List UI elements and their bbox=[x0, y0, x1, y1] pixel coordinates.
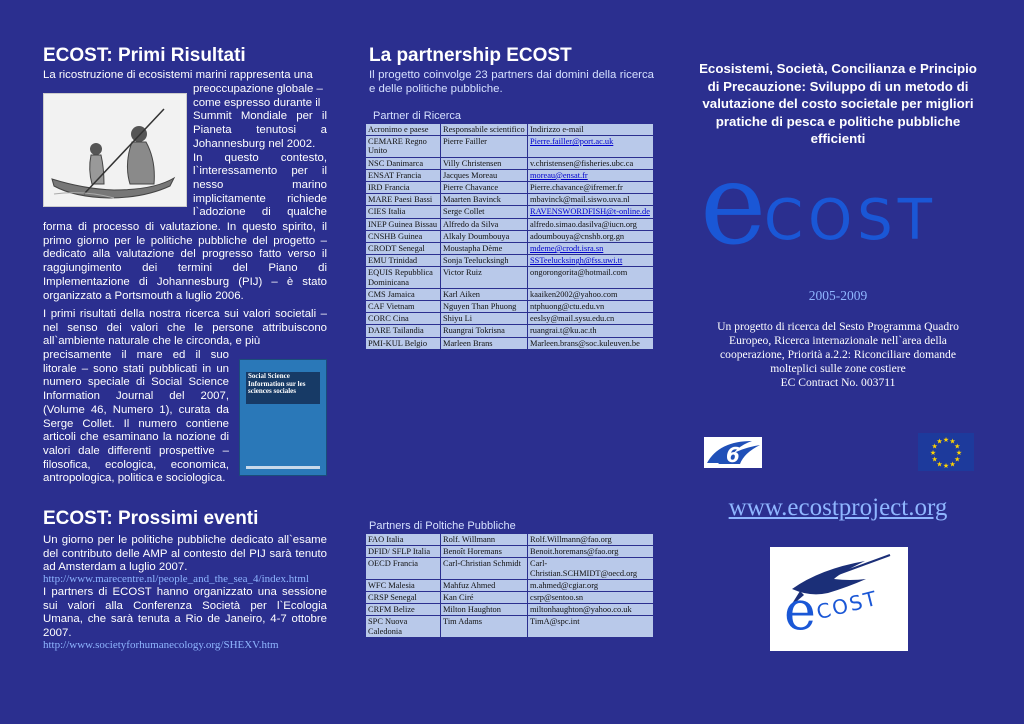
research-partners-heading: Partner di Ricerca bbox=[373, 110, 462, 122]
values-wrap-text bbox=[43, 349, 229, 486]
partner-cell: DARE Tailandia bbox=[366, 325, 441, 337]
wrap-line: preoccupazione globale – bbox=[193, 83, 323, 95]
project-description: Un progetto di ricerca del Sesto Programma Quadro Europeo, Ricerca internazionale nell`area della cooperazione, Priorità a.2.2: Riconciliare domande molteplici sulle zone costiere bbox=[717, 320, 959, 375]
scientist-cell: Alfredo da Silva bbox=[441, 218, 528, 230]
wrap-line: valori dale differenti prospettive – bbox=[43, 444, 229, 457]
table-row bbox=[366, 243, 654, 255]
svg-text:★: ★ bbox=[949, 460, 956, 469]
column-header: Responsabile scientifico bbox=[441, 124, 528, 136]
partner-cell: SPC Nuova Caledonia bbox=[366, 616, 441, 637]
events-paragraph: Un giorno per le politiche pubbliche dedicato all`esame del contributo delle AMP al contesto del PIJ sarà tenuto ad Amsterdam a luglio 2007. bbox=[43, 534, 327, 574]
table-header-row bbox=[366, 124, 654, 136]
partner-cell: DFID/ SFLP Italia bbox=[366, 546, 441, 558]
column-header: Indirizzo e-mail bbox=[528, 124, 654, 136]
email-cell[interactable]: Benoit.horemans@fao.org bbox=[528, 546, 654, 558]
table-row bbox=[366, 136, 654, 157]
policy-partners-heading: Partners di Poltiche Pubbliche bbox=[369, 520, 516, 532]
email-cell[interactable]: ntphuong@ctu.edu.vn bbox=[528, 301, 654, 313]
partner-cell: CIES Italia bbox=[366, 206, 441, 218]
wrap-line: Johannesburg nel 2002. bbox=[193, 137, 316, 150]
partner-cell: EQUIS Repubblica Dominicana bbox=[366, 267, 441, 288]
partner-cell: CEMARE Regno Unito bbox=[366, 136, 441, 157]
wrap-line: articoli che esaminano la nozione di bbox=[43, 431, 229, 444]
table-row bbox=[366, 255, 654, 267]
email-cell[interactable]: SSTeelucksingh@fss.uwi.tt bbox=[528, 255, 654, 267]
results-paragraph: forma di processo di valutazione. In questo spirito, il primo giorno per le politiche pubbliche del progetto – dedicato alla valutazione del progresso fatto verso il raggiungimento dei termini del Piano di Implementazione di Johannesburg (PIJ) – è stato organizzato a Portsmouth a luglio 2006. bbox=[43, 221, 327, 302]
email-cell[interactable]: ruangrai.t@ku.ac.th bbox=[528, 325, 654, 337]
wrap-line: In questo contesto, bbox=[193, 151, 327, 164]
scientist-cell: Kan Ciré bbox=[441, 592, 528, 604]
svg-text:★: ★ bbox=[954, 455, 961, 464]
events-heading: ECOST: Prossimi eventi bbox=[43, 508, 259, 529]
table-row bbox=[366, 206, 654, 218]
email-cell[interactable]: Marleen.brans@soc.kuleuven.be bbox=[528, 337, 654, 349]
table-row bbox=[366, 169, 654, 181]
values-paragraph-top: I primi risultati della nostra ricerca sui valori societali – nel senso dei valori che le persone attribuiscono all`ambiente naturale che le circonda, e più bbox=[43, 308, 327, 348]
logo-cost: COST bbox=[764, 188, 937, 253]
marecentre-link[interactable]: http://www.marecentre.nl/people_and_the_sea_4/index.html bbox=[43, 573, 309, 585]
scientist-cell: Alkaly Doumbouya bbox=[441, 230, 528, 242]
table-row bbox=[366, 182, 654, 194]
svg-text:★: ★ bbox=[954, 442, 961, 451]
journal-cover-title: Social Science Information sur les sciences sociales bbox=[248, 372, 306, 395]
scientist-cell: Moustapha Dème bbox=[441, 243, 528, 255]
email-cell[interactable]: alfredo.simao.dasilva@iucn.org bbox=[528, 218, 654, 230]
partner-cell: CRSP Senegal bbox=[366, 592, 441, 604]
logo-e: e bbox=[700, 140, 767, 270]
wrap-line: Pianeta tenutosi a bbox=[193, 124, 327, 137]
scientist-cell: Rolf. Willmann bbox=[441, 534, 528, 546]
scientist-cell: Milton Haughton bbox=[441, 604, 528, 616]
email-cell[interactable]: moreau@ensat.fr bbox=[528, 169, 654, 181]
eu-stars-icon bbox=[918, 433, 974, 471]
column-header: Acronimo e paese bbox=[366, 124, 441, 136]
scientist-cell: Benoît Horemans bbox=[441, 546, 528, 558]
svg-text:★: ★ bbox=[949, 437, 956, 446]
small-logo-cost: COST bbox=[814, 585, 881, 625]
email-cell[interactable]: Rolf.Willmann@fao.org bbox=[528, 534, 654, 546]
scientist-cell: Tim Adams bbox=[441, 616, 528, 637]
table-row bbox=[366, 604, 654, 616]
table-row bbox=[366, 592, 654, 604]
results-wrap-text bbox=[193, 83, 327, 220]
email-cell[interactable]: Pierre.chavance@ifremer.fr bbox=[528, 182, 654, 194]
scientist-cell: Shiyu Li bbox=[441, 313, 528, 325]
table-row bbox=[366, 157, 654, 169]
email-cell[interactable]: RAVENSWORDFISH@t-online.de bbox=[528, 206, 654, 218]
email-cell[interactable]: TimA@spc.int bbox=[528, 616, 654, 637]
email-cell[interactable]: csrp@sentoo.sn bbox=[528, 592, 654, 604]
scientist-cell: Carl-Christian Schmidt bbox=[441, 558, 528, 579]
wrap-line: Information Journal del 2007, bbox=[43, 390, 229, 403]
wrap-line: Serge Collet. Il numero contiene bbox=[43, 417, 229, 430]
scientist-cell: Mahfuz Ahmed bbox=[441, 579, 528, 591]
email-cell[interactable]: kaaiken2002@yahoo.com bbox=[528, 288, 654, 300]
scientist-cell: Villy Christensen bbox=[441, 157, 528, 169]
email-cell[interactable]: m.ahmed@cgiar.org bbox=[528, 579, 654, 591]
table-row bbox=[366, 534, 654, 546]
wrap-line: nesso marino bbox=[193, 178, 327, 191]
scientist-cell: Maarten Bavinck bbox=[441, 194, 528, 206]
email-cell[interactable]: mdeme@crodt.isra.sn bbox=[528, 243, 654, 255]
wrap-line: (Volume 46, Numero 1), curata da bbox=[43, 403, 229, 416]
ecost-logo bbox=[700, 140, 980, 270]
project-years: 2005-2009 bbox=[808, 288, 868, 303]
partner-cell: ENSAT Francia bbox=[366, 169, 441, 181]
table-row bbox=[366, 230, 654, 242]
table-row bbox=[366, 616, 654, 637]
wrap-line: l`interessamento per il bbox=[193, 165, 327, 178]
partner-cell: CRODT Senegal bbox=[366, 243, 441, 255]
scientist-cell: Victor Ruiz bbox=[441, 267, 528, 288]
partner-cell: CRFM Belize bbox=[366, 604, 441, 616]
partner-cell: FAO Italia bbox=[366, 534, 441, 546]
results-heading: ECOST: Primi Risultati bbox=[43, 45, 246, 66]
partner-cell: CORC Cina bbox=[366, 313, 441, 325]
scientist-cell: Karl Aiken bbox=[441, 288, 528, 300]
ecost-small-logo bbox=[770, 547, 908, 651]
partner-cell: MARE Paesi Bassi bbox=[366, 194, 441, 206]
fp6-logo bbox=[704, 437, 762, 468]
table-row bbox=[366, 558, 654, 579]
svg-text:★: ★ bbox=[942, 462, 950, 470]
table-row bbox=[366, 546, 654, 558]
partner-cell: CNSHB Guinea bbox=[366, 230, 441, 242]
wrap-line: litorale – sono stati pubblicati in un bbox=[43, 362, 229, 375]
svg-text:★: ★ bbox=[931, 442, 938, 451]
policy-partners-table bbox=[365, 533, 654, 638]
scientist-cell: Nguyen Than Phuong bbox=[441, 301, 528, 313]
svg-text:★: ★ bbox=[929, 449, 937, 457]
email-cell[interactable]: miltonhaughton@yahoo.co.uk bbox=[528, 604, 654, 616]
fishermen-photo bbox=[43, 93, 187, 207]
email-cell[interactable]: adoumbouya@cnshb.org.gn bbox=[528, 230, 654, 242]
scientist-cell: Pierre Chavance bbox=[441, 182, 528, 194]
svg-text:★: ★ bbox=[955, 449, 963, 457]
eu-flag bbox=[918, 433, 974, 471]
table-row bbox=[366, 194, 654, 206]
wrap-line: numero speciale di Social Science bbox=[43, 376, 229, 389]
email-cell[interactable]: eeslsy@mail.sysu.edu.cn bbox=[528, 313, 654, 325]
svg-text:★: ★ bbox=[936, 437, 943, 446]
scientist-cell: Jacques Moreau bbox=[441, 169, 528, 181]
contract-number: EC Contract No. 003711 bbox=[780, 376, 896, 389]
project-website-link[interactable]: www.ecostproject.org bbox=[728, 494, 948, 521]
partner-cell: NSC Danimarca bbox=[366, 157, 441, 169]
rio-paragraph: I partners di ECOST hanno organizzato una sessione sui valori alla Conferenza Società per l`Ecologia Umana, che sarà tenuta a Rio de Janeiro, 4-7 ottobre 2007. bbox=[43, 586, 327, 640]
partner-cell: WFC Malesia bbox=[366, 579, 441, 591]
table-row bbox=[366, 337, 654, 349]
scientist-cell: Sonja Teelucksingh bbox=[441, 255, 528, 267]
wrap-line: come espresso durante il bbox=[193, 96, 321, 109]
shex-link[interactable]: http://www.societyforhumanecology.org/SHEXV.htm bbox=[43, 639, 279, 651]
svg-text:★: ★ bbox=[936, 460, 943, 469]
wrap-line: l`adozione di qualche bbox=[193, 206, 327, 219]
wrap-line: filosofica, ecologica, economica, bbox=[43, 458, 229, 471]
fp6-number: 6 bbox=[726, 443, 740, 467]
journal-cover bbox=[239, 359, 327, 476]
partnership-heading: La partnership ECOST bbox=[369, 45, 572, 66]
wrap-line: implicitamente richiede bbox=[193, 192, 327, 205]
scientist-cell: Ruangrai Tokrisna bbox=[441, 325, 528, 337]
partner-cell: EMU Trinidad bbox=[366, 255, 441, 267]
partnership-intro: Il progetto coinvolge 23 partners dai domini della ricerca e delle politiche pubbliche. bbox=[369, 69, 654, 95]
partner-cell: CMS Jamaica bbox=[366, 288, 441, 300]
table-row bbox=[366, 313, 654, 325]
wrap-line: precisamente il mare ed il suo bbox=[43, 349, 229, 361]
fishermen-drawing bbox=[44, 94, 186, 206]
email-cell[interactable]: Carl-Christian.SCHMIDT@oecd.org bbox=[528, 558, 654, 579]
email-cell[interactable]: v.christensen@fisheries.ubc.ca bbox=[528, 157, 654, 169]
partner-cell: PMI-KUL Belgio bbox=[366, 337, 441, 349]
email-cell[interactable]: Pierre.failler@port.ac.uk bbox=[528, 136, 654, 157]
email-cell[interactable]: ongorongorita@hotmail.com bbox=[528, 267, 654, 288]
small-logo-e: e bbox=[784, 579, 816, 642]
results-intro-line: La ricostruzione di ecosistemi marini rappresenta una bbox=[43, 69, 313, 81]
table-row bbox=[366, 579, 654, 591]
scientist-cell: Pierre Failler bbox=[441, 136, 528, 157]
table-row bbox=[366, 301, 654, 313]
table-row bbox=[366, 325, 654, 337]
wrap-line: antropologica, politica e sociologica. bbox=[43, 472, 226, 485]
svg-text:★: ★ bbox=[942, 436, 950, 444]
table-row bbox=[366, 288, 654, 300]
partner-cell: INEP Guinea Bissau bbox=[366, 218, 441, 230]
table-row bbox=[366, 218, 654, 230]
svg-text:★: ★ bbox=[931, 455, 938, 464]
research-partners-table bbox=[365, 123, 654, 350]
partner-cell: IRD Francia bbox=[366, 182, 441, 194]
wrap-line: Summit Mondiale per il bbox=[193, 110, 327, 123]
email-cell[interactable]: mbavinck@mail.siswo.uva.nl bbox=[528, 194, 654, 206]
project-title: Ecosistemi, Società, Concilianza e Principio di Precauzione: Sviluppo di un metodo di valutazione del costo societale per migliori pratiche di pesca e politiche pubbliche efficienti bbox=[699, 61, 977, 146]
scientist-cell: Marleen Brans bbox=[441, 337, 528, 349]
scientist-cell: Serge Collet bbox=[441, 206, 528, 218]
partner-cell: CAF Vietnam bbox=[366, 301, 441, 313]
partner-cell: OECD Francia bbox=[366, 558, 441, 579]
table-row bbox=[366, 267, 654, 288]
